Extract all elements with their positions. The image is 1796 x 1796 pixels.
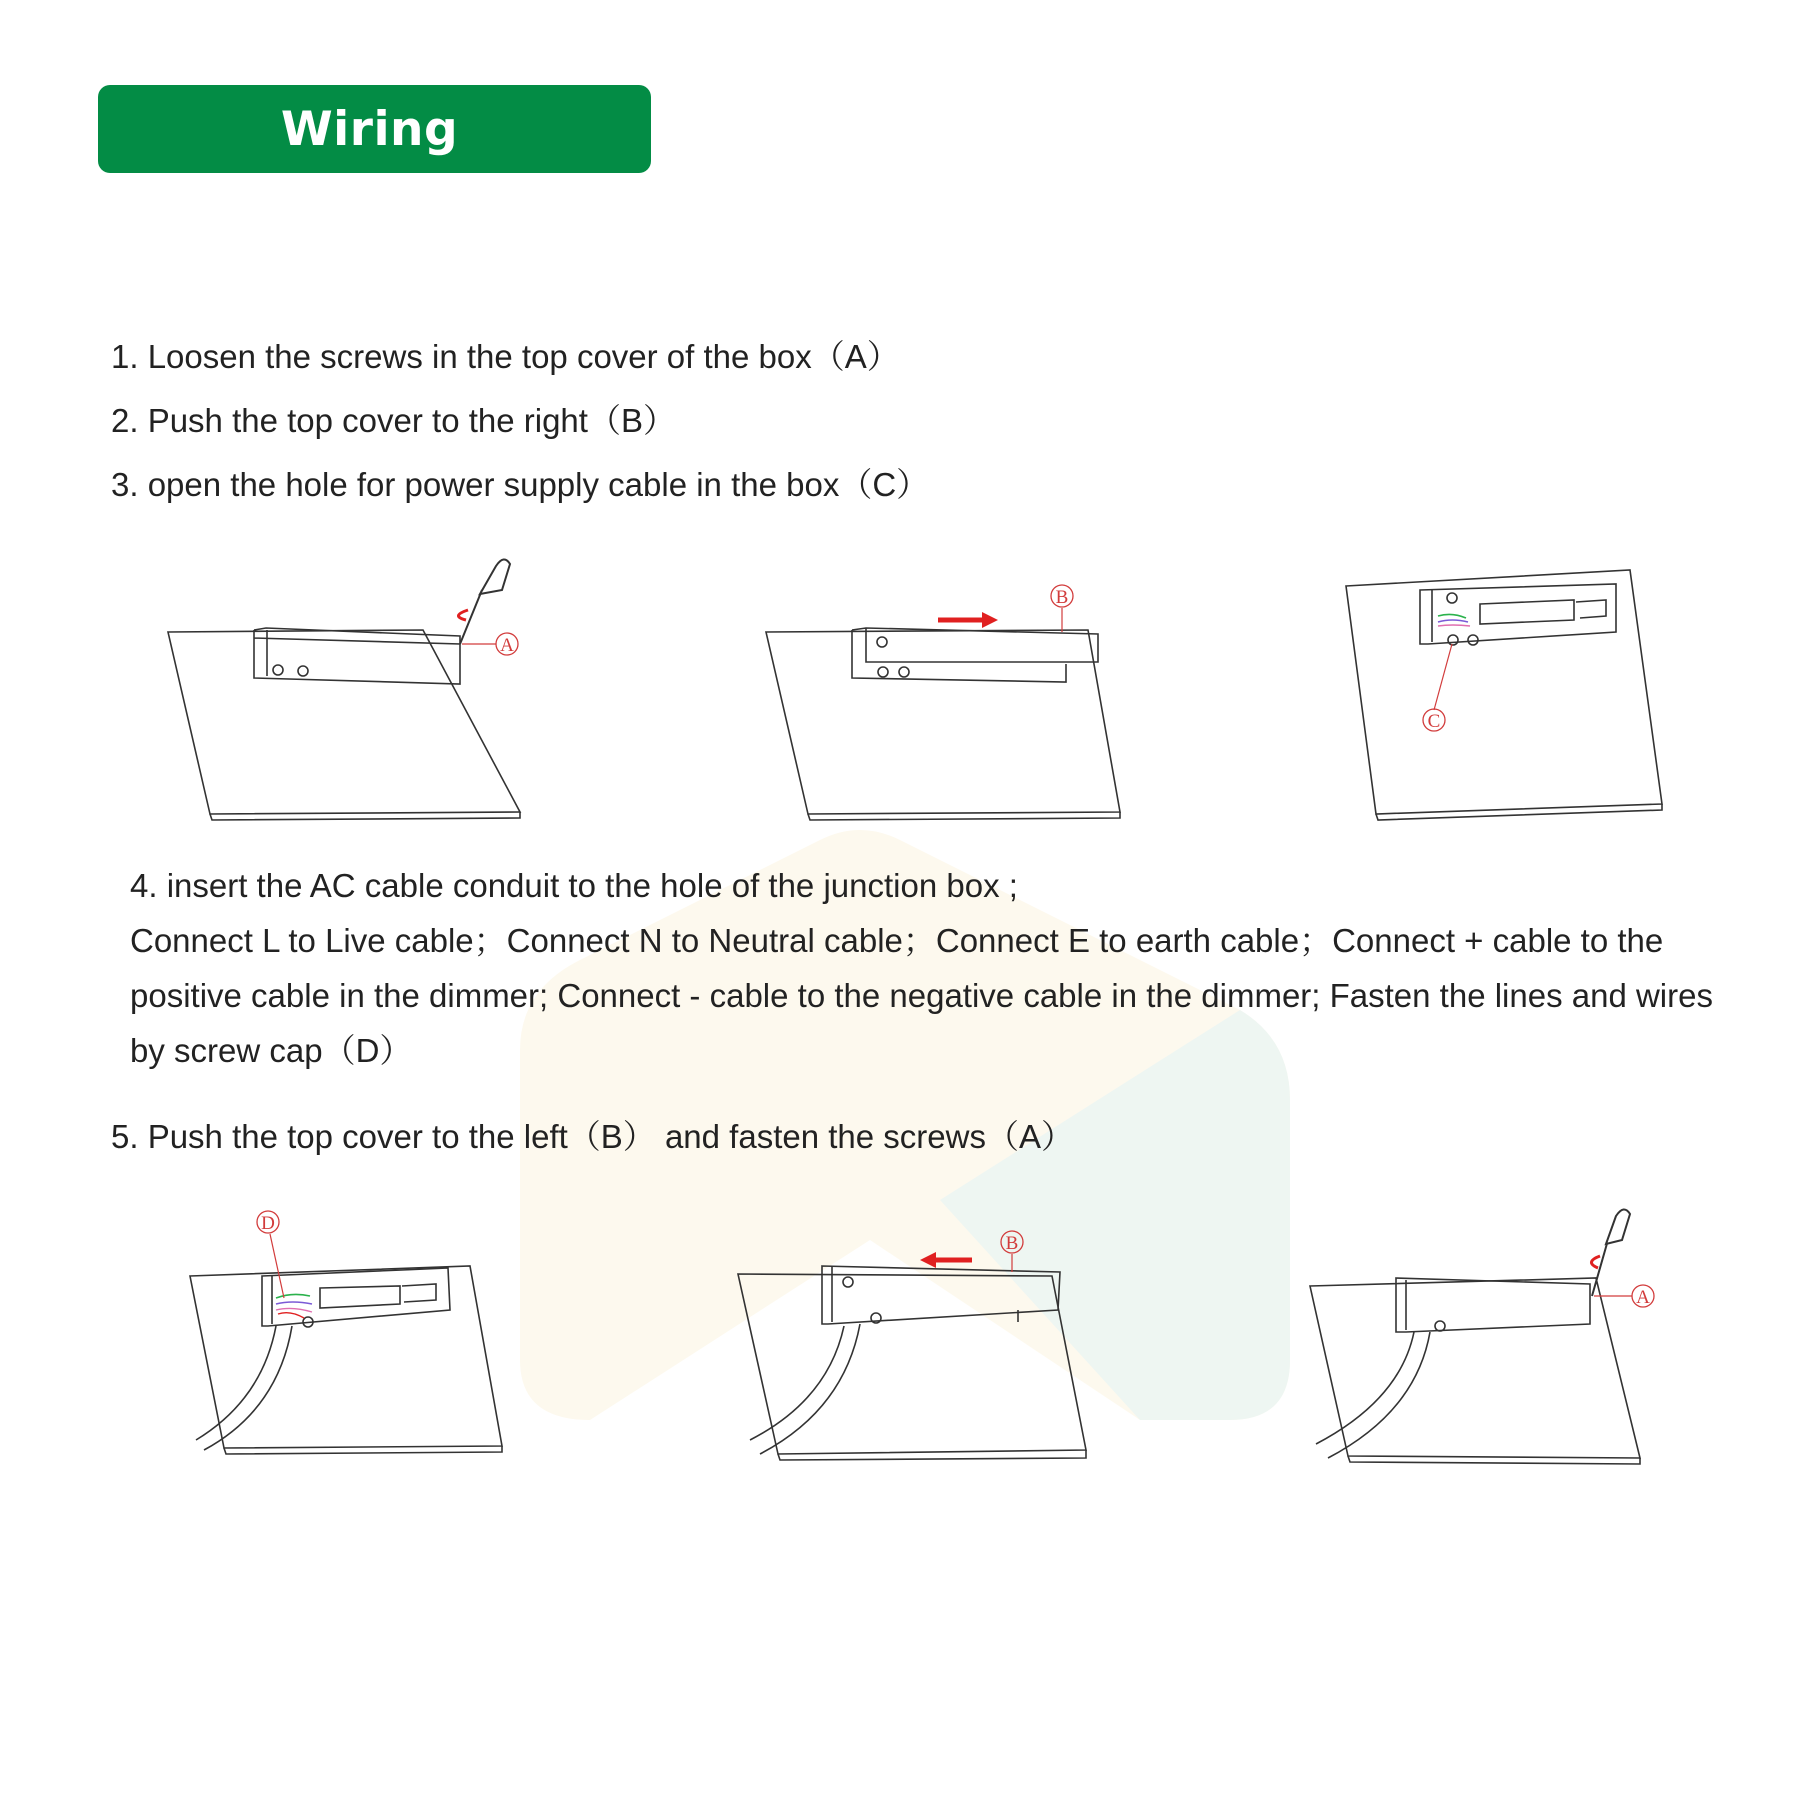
callout-c-fig3: C: [1427, 711, 1441, 732]
step-2-text: 2. Push the top cover to the right（B）: [111, 402, 676, 439]
step-1-text: 1. Loosen the screws in the top cover of the box（A）: [111, 338, 900, 375]
callout-a-fig6: A: [1636, 1287, 1650, 1308]
figure-step-2: [760, 570, 1160, 840]
figure-step-3: [1340, 560, 1680, 840]
callout-d-fig4: D: [261, 1213, 275, 1234]
figure-step-6: [1300, 1200, 1680, 1470]
step-4-paragraph: [130, 858, 1720, 1078]
callout-b-fig2: B: [1055, 587, 1069, 608]
section-header-badge: [98, 85, 651, 173]
callout-b-fig5: B: [1005, 1233, 1019, 1254]
callout-a-fig1: A: [500, 635, 514, 656]
step-5-text: 5. Push the top cover to the left（B） and fasten the screws（A）: [111, 1118, 1074, 1155]
step-4-title: 4. insert the AC cable conduit to the hole of the junction box ;: [130, 867, 1018, 904]
step-3-text: 3. open the hole for power supply cable in the box（C）: [111, 466, 930, 503]
arrow-right-icon: [982, 612, 998, 628]
figure-step-4: [180, 1200, 520, 1470]
section-title: Wiring: [280, 101, 459, 157]
arrow-left-icon: [920, 1252, 936, 1268]
figure-step-5: [730, 1210, 1110, 1470]
screwdriver-icon: [460, 559, 510, 644]
step-4-body: Connect L to Live cable；Connect N to Neutral cable；Connect E to earth cable；Connect + cable to the positive cable in the dimmer; Connect - cable to the negative cable in the dimmer; Fasten the lines and wires by screw cap（D）: [130, 922, 1713, 1069]
figure-step-1: [150, 550, 550, 830]
